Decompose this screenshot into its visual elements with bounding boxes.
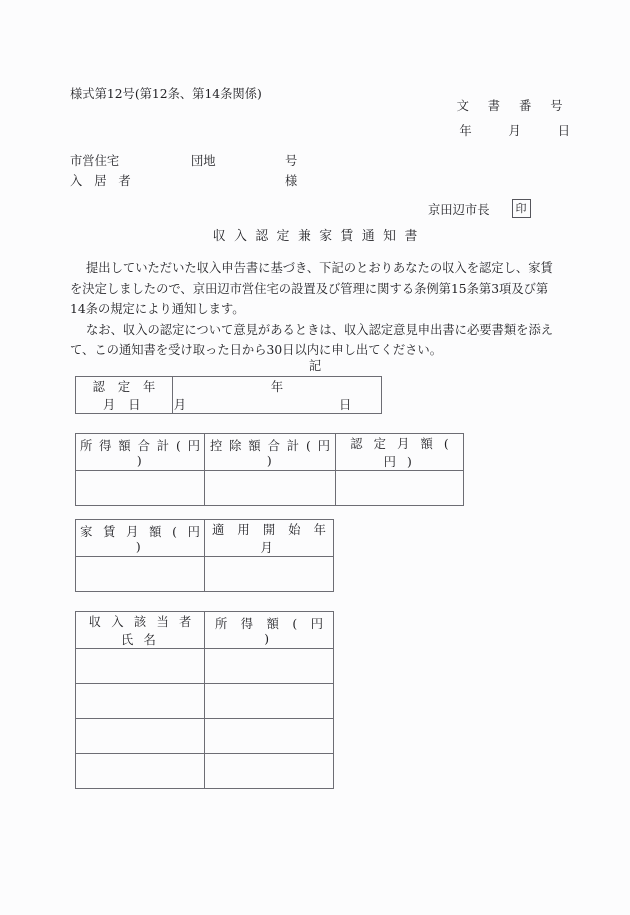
form-number: 様式第12号(第12条、第14条関係)	[70, 87, 262, 101]
amount-summary-table	[75, 433, 464, 506]
honorific-label: 様	[285, 174, 298, 188]
certification-date-value[interactable]: 年 月 日	[173, 377, 382, 414]
body-paragraph-2: なお、収入の認定について意見があるときは、収入認定意見申出書に必要書類を添えて、この通知書を受け取った日から30日以内に申し出てください。	[70, 322, 554, 358]
document-date-label: 年 月 日	[459, 124, 570, 138]
unit-number-label: 号	[285, 154, 298, 168]
table-row	[76, 684, 334, 719]
person-income-value[interactable]	[205, 649, 334, 684]
application-start-header: 適 用 開 始 年 月	[205, 520, 334, 557]
person-name-header: 収 入 該 当 者 氏 名	[76, 612, 205, 649]
body-text	[70, 258, 562, 361]
income-total-value[interactable]	[76, 471, 205, 506]
deduction-total-value[interactable]	[205, 471, 336, 506]
municipal-housing-label: 市営住宅	[70, 154, 120, 168]
seal-stamp-icon: 印	[512, 199, 531, 218]
person-income-value[interactable]	[205, 684, 334, 719]
income-persons-table	[75, 611, 334, 789]
table-row	[76, 557, 334, 592]
estate-label: 団地	[191, 154, 216, 168]
monthly-rent-value[interactable]	[76, 557, 205, 592]
monthly-rent-header: 家 賃 月 額 ( 円 )	[76, 520, 205, 557]
resident-label: 入 居 者	[70, 174, 135, 188]
table-row	[76, 754, 334, 789]
income-total-header: 所 得 額 合 計 ( 円 )	[76, 434, 205, 471]
person-income-value[interactable]	[205, 719, 334, 754]
person-name-value[interactable]	[76, 684, 205, 719]
table-row	[76, 649, 334, 684]
table-header-row	[76, 434, 464, 471]
person-income-header: 所 得 額 ( 円 )	[205, 612, 334, 649]
deduction-total-header: 控 除 額 合 計 ( 円 )	[205, 434, 336, 471]
table-header-row	[76, 612, 334, 649]
person-name-value[interactable]	[76, 649, 205, 684]
certification-date-label: 認 定 年 月 日	[76, 377, 173, 414]
page-title: 収入認定兼家賃通知書	[212, 229, 426, 244]
certified-monthly-amount-header: 認 定 月 額 ( 円 )	[336, 434, 464, 471]
rent-table	[75, 519, 334, 592]
record-marker: 記	[308, 359, 322, 373]
certification-date-table	[75, 376, 437, 414]
table-row	[76, 377, 382, 414]
document-meta-block	[457, 96, 570, 139]
table-row	[76, 471, 464, 506]
application-start-value[interactable]	[205, 557, 334, 592]
person-income-value[interactable]	[205, 754, 334, 789]
table-row	[76, 719, 334, 754]
table-header-row	[76, 520, 334, 557]
person-name-value[interactable]	[76, 719, 205, 754]
body-paragraph-1: 提出していただいた収入申告書に基づき、下記のとおりあなたの収入を認定し、家賃を決定しましたので、京田辺市営住宅の設置及び管理に関する条例第15条第3項及び第14条の規定により通知します。	[70, 261, 553, 317]
certified-monthly-amount-value[interactable]	[336, 471, 464, 506]
issuer-block	[428, 199, 531, 218]
document-number-label: 文 書 番 号	[456, 99, 570, 113]
person-name-value[interactable]	[76, 754, 205, 789]
issuer-name: 京田辺市長	[428, 202, 490, 217]
